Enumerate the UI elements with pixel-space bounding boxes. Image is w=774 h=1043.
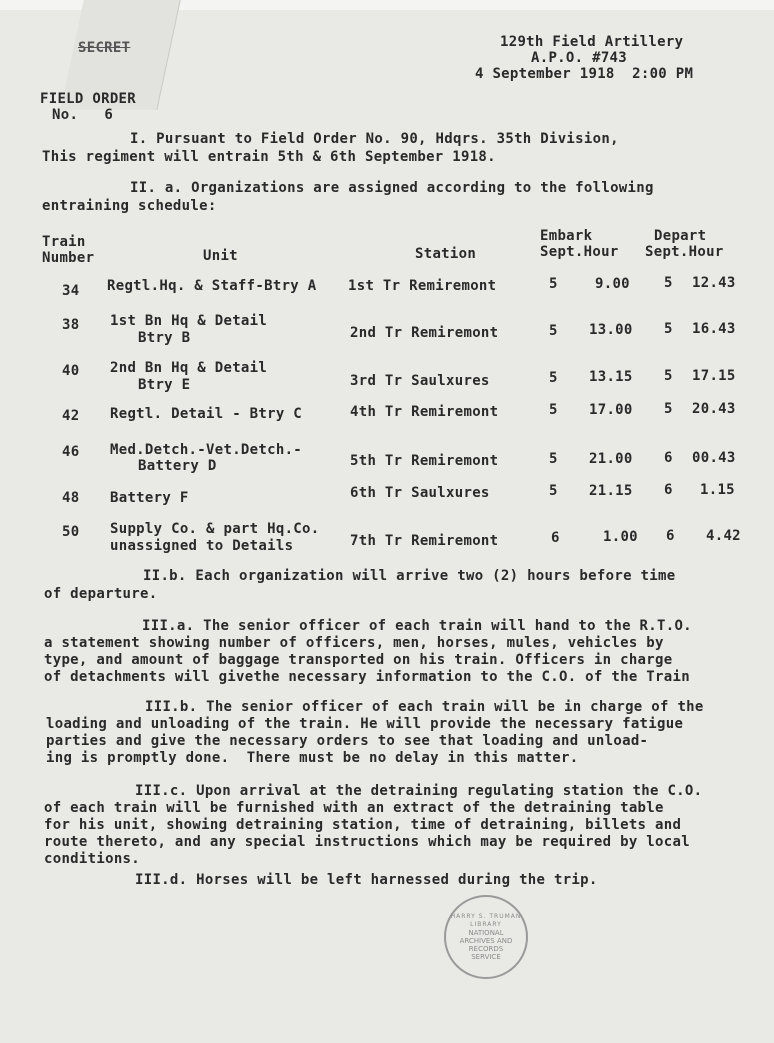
para-2b-line-2: of departure.	[44, 586, 158, 602]
order-title: FIELD ORDER	[40, 91, 137, 107]
header-depart-sub: Sept.Hour	[645, 244, 724, 260]
para-3c-line-1: III.c. Upon arrival at the detraining regulating station the C.O.	[135, 783, 703, 799]
classification-mark: SECRET	[78, 40, 131, 56]
row-48-number: 48	[62, 490, 80, 506]
para-1-line-2: This regiment will entrain 5th & 6th September 1918.	[42, 149, 496, 165]
row-34-unit: Regtl.Hq. & Staff-Btry A	[107, 278, 317, 294]
row-40-unit-line-2: Btry E	[138, 377, 191, 393]
header-embark-sub: Sept.Hour	[540, 244, 619, 260]
stamp-line-4: SERVICE	[471, 953, 501, 961]
row-50-station: 7th Tr Remiremont	[350, 533, 499, 549]
row-38-unit-line-1: 1st Bn Hq & Detail	[110, 313, 268, 329]
header-depart: Depart	[654, 228, 707, 244]
row-34-depart-sept: 5	[664, 275, 673, 291]
row-50-depart-sept: 6	[666, 528, 675, 544]
row-38-depart-sept: 5	[664, 321, 673, 337]
stamp-line-1: NATIONAL	[468, 929, 504, 937]
row-50-embark-sept: 6	[551, 530, 560, 546]
row-50-unit-line-2: unassigned to Details	[110, 538, 294, 554]
header-station: Station	[415, 246, 477, 262]
para-3b-line-2: loading and unloading of the train. He will provide the necessary fatigue	[46, 716, 684, 732]
row-34-number: 34	[62, 283, 80, 299]
para-2b-line-1: II.b. Each organization will arrive two (2) hours before time	[143, 568, 676, 584]
row-42-embark-sept: 5	[549, 402, 558, 418]
header-unit: Unit	[203, 248, 238, 264]
row-46-unit-line-2: Battery D	[138, 458, 217, 474]
row-46-embark-hour: 21.00	[589, 451, 633, 467]
row-42-embark-hour: 17.00	[589, 402, 633, 418]
row-34-embark-sept: 5	[549, 276, 558, 292]
row-50-number: 50	[62, 524, 80, 540]
row-38-embark-hour: 13.00	[589, 322, 633, 338]
row-48-depart-hour: 1.15	[700, 482, 735, 498]
row-46-unit-line-1: Med.Detch.-Vet.Detch.-	[110, 442, 303, 458]
row-40-embark-hour: 13.15	[589, 369, 633, 385]
row-46-number: 46	[62, 444, 80, 460]
para-2a-line-2: entraining schedule:	[42, 198, 217, 214]
row-50-embark-hour: 1.00	[603, 529, 638, 545]
archives-stamp	[444, 895, 528, 979]
row-40-station: 3rd Tr Saulxures	[350, 373, 490, 389]
row-46-station: 5th Tr Remiremont	[350, 453, 499, 469]
para-3b-line-1: III.b. The senior officer of each train will be in charge of the	[145, 699, 704, 715]
row-50-unit-line-1: Supply Co. & part Hq.Co.	[110, 521, 320, 537]
row-42-depart-sept: 5	[664, 401, 673, 417]
header-number: Number	[42, 250, 95, 266]
para-1-line-1: I. Pursuant to Field Order No. 90, Hdqrs. 35th Division,	[130, 131, 619, 147]
para-3c-line-3: for his unit, showing detraining station, time of detraining, billets and	[44, 817, 682, 833]
para-3d-line-1: III.d. Horses will be left harnessed during the trip.	[135, 872, 598, 888]
row-40-unit-line-1: 2nd Bn Hq & Detail	[110, 360, 268, 376]
header-train: Train	[42, 234, 86, 250]
para-3b-line-4: ing is promptly done. There must be no delay in this matter.	[46, 750, 579, 766]
order-date-time: 4 September 1918 2:00 PM	[475, 66, 694, 82]
row-50-depart-hour: 4.42	[706, 528, 741, 544]
unit-name: 129th Field Artillery	[500, 34, 684, 50]
row-46-depart-sept: 6	[664, 450, 673, 466]
row-40-number: 40	[62, 363, 80, 379]
row-46-embark-sept: 5	[549, 451, 558, 467]
stamp-line-2: ARCHIVES AND	[459, 937, 513, 945]
header-embark: Embark	[540, 228, 593, 244]
row-38-depart-hour: 16.43	[692, 321, 736, 337]
para-3c-line-2: of each train will be furnished with an extract of the detraining table	[44, 800, 664, 816]
stamp-line-3: RECORDS	[468, 945, 504, 953]
row-48-embark-hour: 21.15	[589, 483, 633, 499]
row-48-station: 6th Tr Saulxures	[350, 485, 490, 501]
row-40-depart-sept: 5	[664, 368, 673, 384]
para-3a-line-2: a statement showing number of officers, men, horses, mules, vehicles by	[44, 635, 664, 651]
row-40-embark-sept: 5	[549, 370, 558, 386]
row-34-embark-hour: 9.00	[595, 276, 630, 292]
row-34-station: 1st Tr Remiremont	[348, 278, 497, 294]
row-38-unit-line-2: Btry B	[138, 330, 191, 346]
para-3c-line-5: conditions.	[44, 851, 141, 867]
row-34-depart-hour: 12.43	[692, 275, 736, 291]
para-2a-line-1: II. a. Organizations are assigned according to the following	[130, 180, 654, 196]
row-42-unit: Regtl. Detail - Btry C	[110, 406, 303, 422]
apo-number: A.P.O. #743	[531, 50, 628, 66]
row-42-depart-hour: 20.43	[692, 401, 736, 417]
para-3a-line-4: of detachments will givethe necessary information to the C.O. of the Train	[44, 669, 690, 685]
row-40-depart-hour: 17.15	[692, 368, 736, 384]
para-3a-line-1: III.a. The senior officer of each train will hand to the R.T.O.	[142, 618, 692, 634]
row-42-station: 4th Tr Remiremont	[350, 404, 499, 420]
order-number: No. 6	[52, 107, 114, 123]
row-38-embark-sept: 5	[549, 323, 558, 339]
stamp-ring-text: HARRY S. TRUMAN LIBRARY	[450, 913, 522, 928]
row-48-embark-sept: 5	[549, 483, 558, 499]
para-3b-line-3: parties and give the necessary orders to see that loading and unload-	[46, 733, 649, 749]
row-48-depart-sept: 6	[664, 482, 673, 498]
para-3a-line-3: type, and amount of baggage transported on his train. Officers in charge	[44, 652, 673, 668]
row-48-unit: Battery F	[110, 490, 189, 506]
row-42-number: 42	[62, 408, 80, 424]
para-3c-line-4: route thereto, and any special instructions which may be required by local	[44, 834, 690, 850]
row-38-number: 38	[62, 317, 80, 333]
row-38-station: 2nd Tr Remiremont	[350, 325, 499, 341]
row-46-depart-hour: 00.43	[692, 450, 736, 466]
